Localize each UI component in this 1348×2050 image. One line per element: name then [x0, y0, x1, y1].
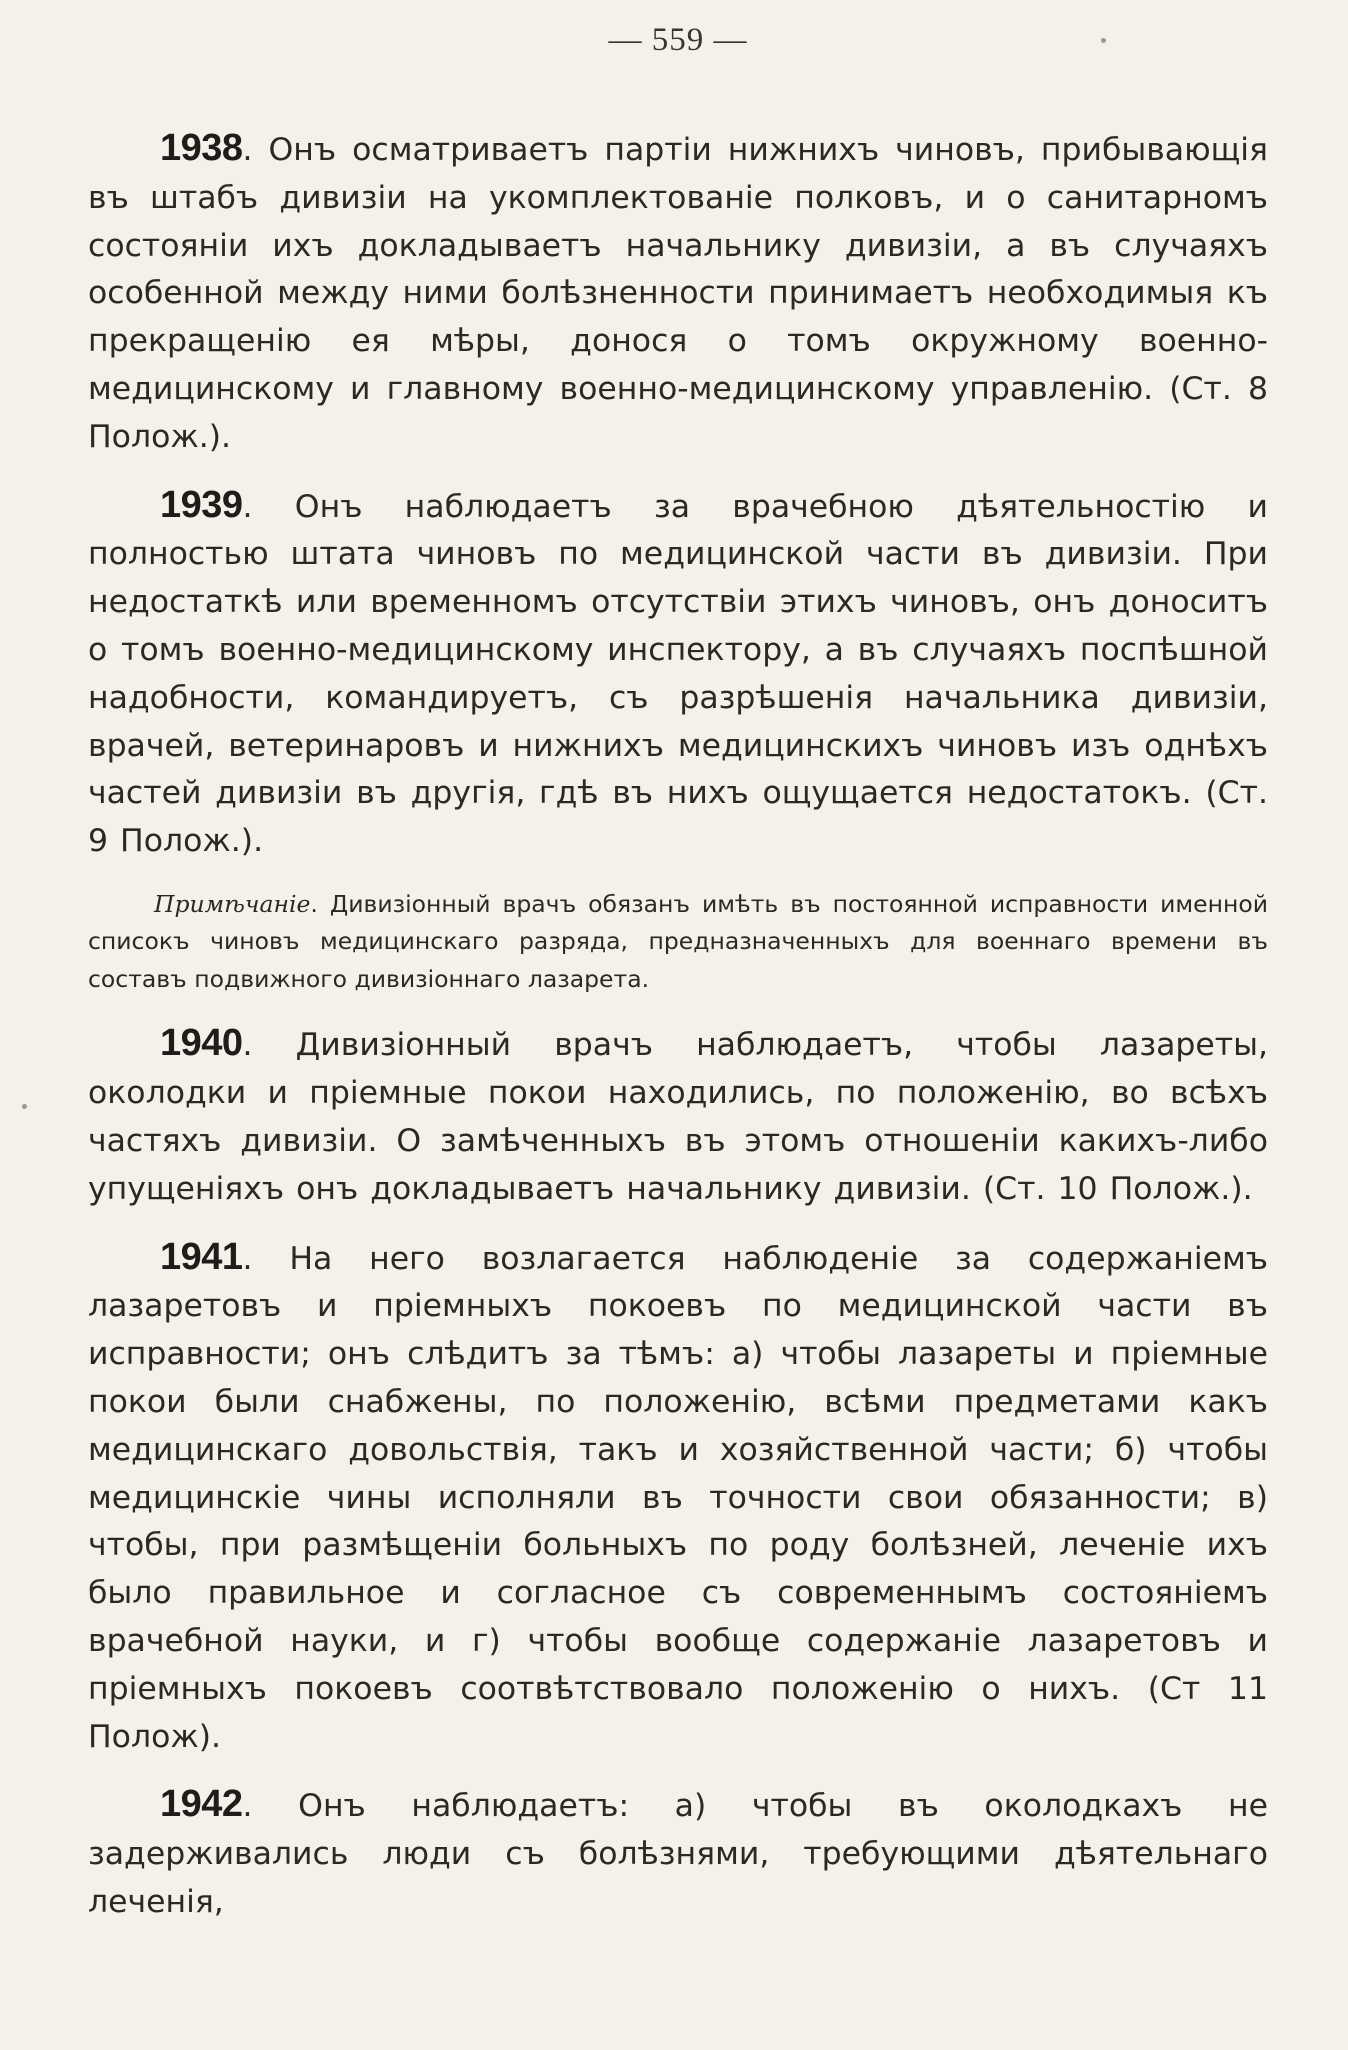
paper-speck — [22, 1104, 27, 1109]
article-text: . На него возлагается наблюденіе за содержаніемъ лазаретовъ и пріемныхъ покоевъ по медицинской части въ исправности; онъ слѣдитъ за тѣмъ: а) чтобы лазареты и пріемные покои были снабжены, по положенію, всѣми предметами какъ медицинскаго довольствія, такъ и хозяйственной части; б) чтобы медицинскіе чины исполняли въ точности свои обязанности; в) чтобы, при размѣщеніи больныхъ по роду болѣзней, леченіе ихъ было правильное и согласное съ современнымъ состояніемъ врачебной науки, и г) чтобы вообще содержаніе лазаретовъ и пріемныхъ покоевъ соотвѣтствовало положенію о нихъ. (Ст 11 Полож). — [88, 1240, 1268, 1755]
article-1941 — [88, 1234, 1268, 1762]
article-1939 — [88, 482, 1268, 866]
article-text: . Онъ наблюдаетъ за врачебною дѣятельностію и полностью штата чиновъ по медицинской части въ дивизіи. При недостаткѣ или временномъ отсутствіи этихъ чиновъ, онъ доноситъ о томъ военно-медицинскому инспектору, а въ случаяхъ поспѣшной надобности, командируетъ, съ разрѣшенія начальника дивизіи, врачей, ветеринаровъ и нижнихъ медицинскихъ чиновъ изъ однѣхъ частей дивизіи въ другія, гдѣ въ нихъ ощущается недостатокъ. (Ст. 9 Полож.). — [88, 488, 1268, 860]
article-number: 1940 — [160, 1022, 243, 1065]
note-text: . Дивизіонный врачъ обязанъ имѣть въ постоянной исправности именной списокъ чиновъ медицинскаго разряда, предназначенныхъ для военнаго времени въ составъ подвижного дивизіоннаго лазарета. — [88, 889, 1268, 993]
article-1940 — [88, 1020, 1268, 1213]
article-number: 1939 — [160, 483, 243, 526]
note-label: Примѣчаніе — [154, 889, 311, 918]
paper-speck — [1101, 38, 1106, 43]
article-1938 — [88, 125, 1268, 462]
note-paragraph — [88, 886, 1268, 999]
article-text: . Онъ наблюдаетъ: а) чтобы въ околодкахъ не задерживались люди съ болѣзнями, требующими дѣятельнаго леченія, — [88, 1788, 1268, 1920]
article-number: 1941 — [160, 1235, 243, 1278]
article-number: 1938 — [160, 127, 243, 169]
article-1942 — [88, 1781, 1268, 1926]
article-text: . Дивизіонный врачъ наблюдаетъ, чтобы лазареты, околодки и пріемные покои находились, по положенію, во всѣхъ частяхъ дивизіи. О замѣченныхъ въ этомъ отношеніи какихъ-либо упущеніяхъ онъ докладываетъ начальнику дивизіи. (Ст. 10 Полож.). — [88, 1027, 1268, 1207]
page-number: — 559 — — [608, 22, 748, 58]
article-text: . Онъ осматриваетъ партіи нижнихъ чиновъ, прибывающія въ штабъ дивизіи на укомплектованіе полковъ, и о санитарномъ состояніи ихъ докладываетъ начальнику дивизіи, а въ случаяхъ особенной между ними болѣзненности принимаетъ необходимыя къ прекращенію ея мѣры, донося о томъ окружному военно-медицинскому и главному военно-медицинскому управленію. (Ст. 8 Полож.). — [88, 132, 1268, 455]
article-number: 1942 — [160, 1783, 243, 1826]
